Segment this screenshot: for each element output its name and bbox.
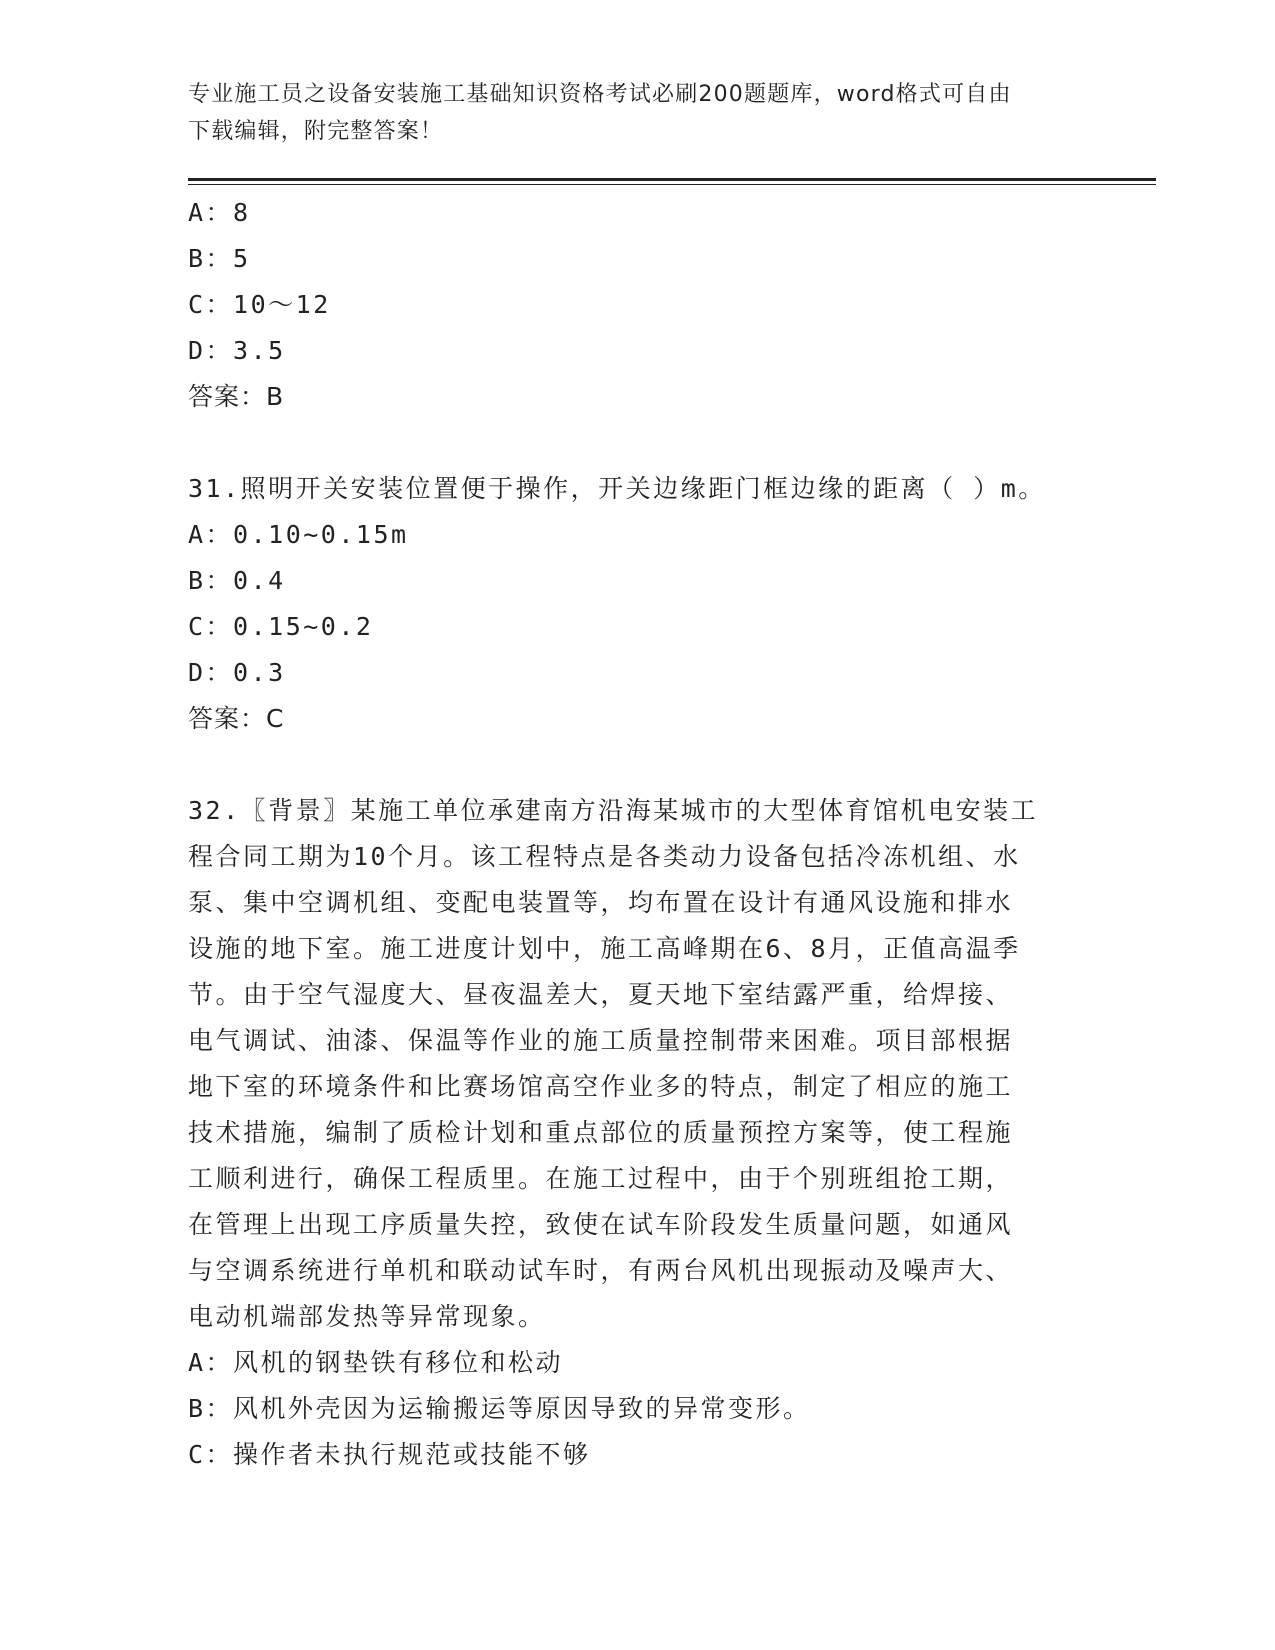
spacer <box>188 742 1088 788</box>
header-line-1: 专业施工员之设备安装施工基础知识资格考试必刷200题题库，word格式可自由 <box>188 82 1012 107</box>
option-b: B：0.4 <box>188 566 286 595</box>
option-d: D：3.5 <box>188 336 286 365</box>
option-c: C：10～12 <box>188 290 331 319</box>
question-line: 在管理上出现工序质量失控，致使在试车阶段发生质量问题，如通风 <box>188 1210 1014 1239</box>
question-line: 电动机端部发热等异常现象。 <box>188 1302 546 1331</box>
question-line: 与空调系统进行单机和联动试车时，有两台风机出现振动及噪声大、 <box>188 1256 1014 1285</box>
question-line: 技术措施，编制了质检计划和重点部位的质量预控方案等，使工程施 <box>188 1118 1014 1147</box>
question-text: 31.照明开关安装位置便于操作，开关边缘距门框边缘的距离（ ）m。 <box>188 474 1046 503</box>
question-30 <box>188 190 1088 420</box>
option-a: A：0.10~0.15m <box>188 520 409 549</box>
option-a: A：8 <box>188 198 251 227</box>
question-line: 节。由于空气湿度大、昼夜温差大，夏天地下室结露严重，给焊接、 <box>188 980 1014 1009</box>
question-line: 设施的地下室。施工进度计划中，施工高峰期在6、8月，正值高温季 <box>188 934 1021 963</box>
question-31 <box>188 466 1088 742</box>
option-a: A：风机的钢垫铁有移位和松动 <box>188 1348 564 1377</box>
question-line: 程合同工期为10个月。该工程特点是各类动力设备包括冷冻机组、水 <box>188 842 1021 871</box>
option-c: C：0.15~0.2 <box>188 612 374 641</box>
spacer <box>188 420 1088 466</box>
option-c: C：操作者未执行规范或技能不够 <box>188 1440 591 1469</box>
option-b: B：风机外壳因为运输搬运等原因导致的异常变形。 <box>188 1394 811 1423</box>
option-d: D：0.3 <box>188 658 286 687</box>
answer: 答案：C <box>188 704 285 733</box>
question-line: 泵、集中空调机组、变配电装置等，均布置在设计有通风设施和排水 <box>188 888 1014 917</box>
document-header <box>188 76 1088 150</box>
header-rule-thin <box>188 184 1156 185</box>
question-line: 32.〖背景〗某施工单位承建南方沿海某城市的大型体育馆机电安装工 <box>188 796 1039 825</box>
question-line: 工顺利进行，确保工程质里。在施工过程中，由于个别班组抢工期， <box>188 1164 1014 1193</box>
document-body <box>188 190 1088 1478</box>
answer: 答案：B <box>188 382 285 411</box>
question-line: 地下室的环境条件和比赛场馆高空作业多的特点，制定了相应的施工 <box>188 1072 1014 1101</box>
question-text <box>188 788 1088 1340</box>
question-32 <box>188 788 1088 1478</box>
option-b: B：5 <box>188 244 251 273</box>
header-line-2: 下载编辑，附完整答案！ <box>188 119 444 144</box>
question-line: 电气调试、油漆、保温等作业的施工质量控制带来困难。项目部根据 <box>188 1026 1014 1055</box>
header-rule-thick <box>188 178 1156 181</box>
